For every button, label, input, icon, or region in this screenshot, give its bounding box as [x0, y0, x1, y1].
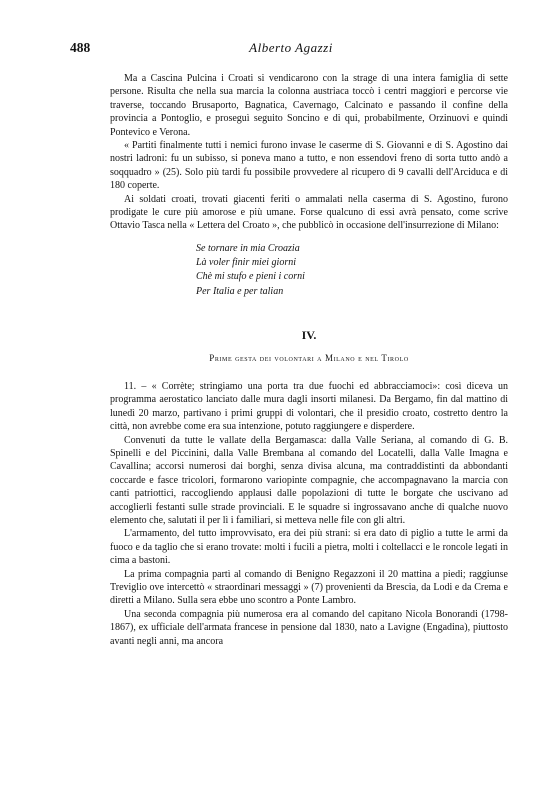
section-title: Prime gesta dei volontari a Milano e nel Tirolo — [209, 353, 409, 364]
body-text — [110, 72, 508, 648]
page-header — [70, 40, 512, 60]
poem-line: Per Italia e per talian — [196, 285, 284, 297]
running-head: Alberto Agazzi — [249, 40, 333, 55]
poem-quote — [196, 242, 508, 299]
paragraph: La prima compagnia partì al comando di Benigno Regazzoni il 20 mattina a piedi; raggiunse Treviglio ove intercettò « straordinari messaggi » (7) provenienti da Brescia, da Lodi e da Crema e diretti a Milano. Sulla sera ebbe uno scontro a Ponte Lambro. — [110, 568, 508, 607]
paragraph: Ai soldati croati, trovati giacenti feriti o ammalati nella caserma di S. Agostino, furono prodigate le cure più amorose e più umane. Forse qualcuno di essi avrà pensato, come scrive Ottavio Tasca nella « Lettera del Croato », che pubblicò in occasione dell'insurrezione di Milano: — [110, 193, 508, 232]
paragraph: « Partiti finalmente tutti i nemici furono invase le caserme di S. Giovanni e di S. Agostino dai nostri ladroni: fu un subisso, si poneva mano a tutto, e non essendovi freno di sorta tutto andò a soqquadro » (25). Solo più tardi fu possibile provvedere al ricupero di 9 cavalli dell'Arciduca e di 180 coperte. — [110, 140, 508, 192]
paragraph: Ma a Cascina Pulcina i Croati si vendicarono con la strage di una intera famiglia di sette persone. Risulta che nella sua marcia la colonna austriaca toccò i centri maggiori e percorse vie traverse, toccando Brusaporto, Bagnatica, Cavernago, Calcinato e passando il confine della provincia a Pontoglio, e proseguì seguito Soncino e di qui, probabilmente, Orzinuovi e quindi Pontevico e Verona. — [110, 73, 508, 138]
poem-line: Chè mi stufo e pieni i corni — [196, 271, 305, 283]
page-number: 488 — [70, 40, 91, 55]
section-number: IV. — [301, 328, 317, 343]
poem-line: Là voler finir miei giorni — [196, 257, 296, 269]
poem-line: Se tornare in mia Croazia — [196, 242, 300, 254]
paragraph: L'armamento, del tutto improvvisato, era dei più strani: si era dato di piglio a tutte le armi da fuoco e da taglio che si erano trovate: molti i fucili a pietra, molti i coltellacci e le roncole legati in cima a bastoni. — [110, 528, 508, 567]
paragraph: Convenuti da tutte le vallate della Bergamasca: dalla Valle Seriana, al comando di G. B. Spinelli e del Piccinini, dalla Valle Brembana al comando del Locatelli, dalla Valle Imagna e Cavallina; accorsi numerosi dai borghi, senza divisa alcuna, ma contraddistinti da abbondanti coccarde e fasce tricolori, formarono variopinte compagnie, che accompagnavano la marcia con canti patriottici, raccogliendo applausi dalle popolazioni di tutte le borgate che uscivano ad accoglierli festanti sulle strade provinciali. E le squadre si ingrossavano anche di qualche nuovo elemento che, salutati il per lì i familiari, si metteva nelle file con gli altri. — [110, 434, 508, 526]
paragraph: 11. – « Corrète; stringiamo una porta tra due fuochi ed abbracciamoci»: così diceva un programma aerostatico lanciato dalle mura dagli insorti milanesi. Da Bergamo, fin dal mattino di lunedì 20 marzo, partivano i primi gruppi di volontari, che il presidio croato, costretto dentro la città, non avrebbe come era sua intenzione, potuto raggiungere e disperdere. — [110, 380, 508, 433]
paragraph: Una seconda compagnia più numerosa era al comando del capitano Nicola Bonorandi (1798-1867), ex ufficiale dell'armata francese in pensione dal 1830, nato a Lavigne (Engadina), piuttosto avanti negli anni, ma ancora — [110, 608, 508, 647]
